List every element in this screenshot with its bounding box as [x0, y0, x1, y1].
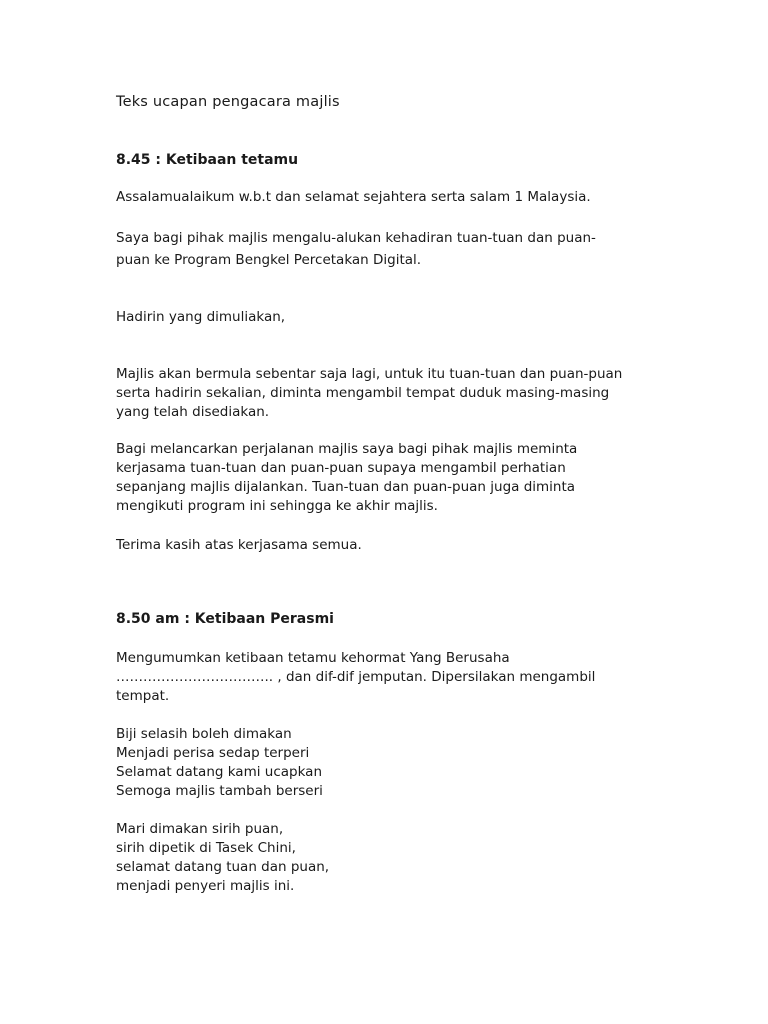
text-line: yang telah disediakan. — [116, 404, 270, 420]
paragraph-welcome — [116, 227, 596, 271]
text-line: Mengumumkan ketibaan tetamu kehormat Yang Berusaha — [116, 650, 510, 666]
paragraph-address — [116, 308, 285, 327]
document-title: Teks ucapan pengacara majlis — [116, 94, 340, 110]
text-line: mengikuti program ini sehingga ke akhir majlis. — [116, 498, 438, 514]
text-line: menjadi penyeri majlis ini. — [116, 878, 295, 894]
paragraph-seating — [116, 365, 622, 422]
text-line: Mari dimakan sirih puan, — [116, 821, 284, 837]
text-line: selamat datang tuan dan puan, — [116, 859, 330, 875]
text-line: sepanjang majlis dijalankan. Tuan-tuan dan puan-puan juga diminta — [116, 479, 576, 495]
text-line: …………………………….. , dan dif-dif jemputan. Dipersilakan mengambil — [116, 669, 596, 685]
text-line: Semoga majlis tambah berseri — [116, 783, 323, 799]
pantun-sirih — [116, 820, 329, 896]
text-line: Menjadi perisa sedap terperi — [116, 745, 310, 761]
text-line: Assalamualaikum w.b.t dan selamat sejahtera serta salam 1 Malaysia. — [116, 189, 591, 205]
paragraph-cooperation — [116, 440, 577, 516]
text-line: Biji selasih boleh dimakan — [116, 726, 292, 742]
paragraph-announcement — [116, 649, 595, 706]
section-heading-ketibaan-perasmi: 8.50 am : Ketibaan Perasmi — [116, 611, 334, 627]
text-line: Selamat datang kami ucapkan — [116, 764, 323, 780]
text-line: Majlis akan bermula sebentar saja lagi, untuk itu tuan-tuan dan puan-puan — [116, 366, 623, 382]
pantun-selasih — [116, 725, 323, 801]
text-line: puan ke Program Bengkel Percetakan Digital. — [116, 252, 422, 268]
paragraph-thanks — [116, 536, 362, 555]
text-line: kerjasama tuan-tuan dan puan-puan supaya mengambil perhatian — [116, 460, 566, 476]
paragraph-greeting — [116, 188, 591, 207]
text-line: tempat. — [116, 688, 170, 704]
text-line: Saya bagi pihak majlis mengalu-alukan kehadiran tuan-tuan dan puan- — [116, 230, 596, 246]
text-line: Hadirin yang dimuliakan, — [116, 309, 286, 325]
text-line: Bagi melancarkan perjalanan majlis saya bagi pihak majlis meminta — [116, 441, 578, 457]
text-line: sirih dipetik di Tasek Chini, — [116, 840, 296, 856]
text-line: serta hadirin sekalian, diminta mengambil tempat duduk masing-masing — [116, 385, 610, 401]
text-line: Terima kasih atas kerjasama semua. — [116, 537, 362, 553]
section-heading-ketibaan-tetamu: 8.45 : Ketibaan tetamu — [116, 152, 299, 168]
